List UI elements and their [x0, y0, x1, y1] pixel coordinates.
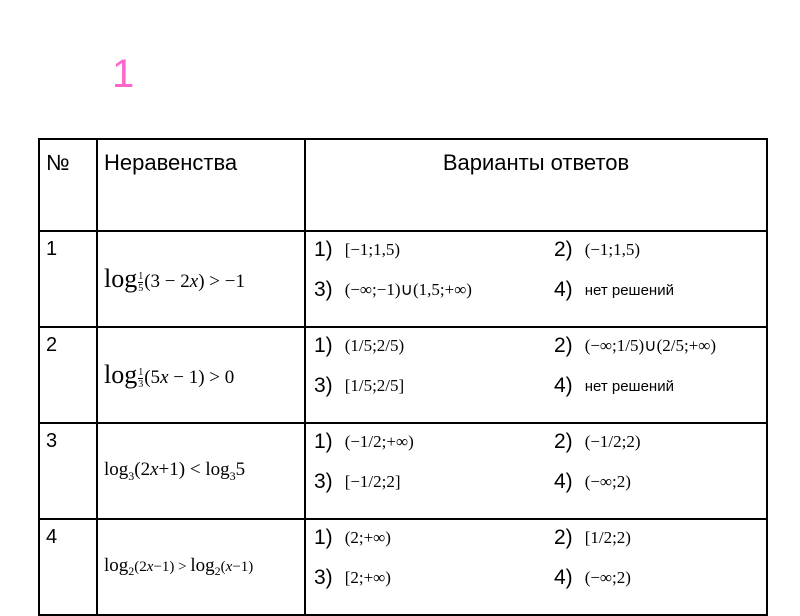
answer-option-2[interactable]: 2) (−∞;1/5)∪(2/5;+∞): [554, 334, 717, 357]
inequality-expression: log $\frac{1}{5}$ (3 − 2x) > −1: [97, 231, 305, 327]
answer-option-4[interactable]: 4) нет решений: [554, 374, 674, 397]
slide-number: 1: [112, 52, 135, 96]
header-inequalities: Неравенства: [97, 139, 305, 231]
row-number: 1: [39, 231, 97, 327]
answer-option-3[interactable]: 3) [−1/2;2]: [314, 470, 401, 493]
row-number: 2: [39, 327, 97, 423]
inequality-expression: log $\frac{1}{3}$ (5x − 1) > 0: [97, 327, 305, 423]
answer-option-2[interactable]: 2) (−1;1,5): [554, 238, 641, 261]
answer-option-2[interactable]: 2) (−1/2;2): [554, 430, 641, 453]
answer-options: [305, 327, 767, 423]
header-number: №: [39, 139, 97, 231]
answer-option-4[interactable]: 4) (−∞;2): [554, 470, 631, 493]
row-number: 3: [39, 423, 97, 519]
answer-options: [305, 231, 767, 327]
answer-option-3[interactable]: 3) [2;+∞): [314, 566, 391, 589]
inequalities-table: [38, 138, 768, 616]
inequality-expression: $\log_3(2x+1) < \log_35$: [97, 423, 305, 519]
answer-option-4[interactable]: 4) (−∞;2): [554, 566, 631, 589]
answer-option-1[interactable]: 1) (−1/2;+∞): [314, 430, 414, 453]
answer-options: [305, 519, 767, 615]
answer-option-4[interactable]: 4) нет решений: [554, 278, 674, 301]
row-number: 4: [39, 519, 97, 615]
answer-option-3[interactable]: 3) [1/5;2/5]: [314, 374, 405, 397]
table-header-row: [39, 139, 767, 231]
answer-option-3[interactable]: 3) (−∞;−1)∪(1,5;+∞): [314, 278, 472, 301]
table-row: [39, 423, 767, 519]
answer-options: [305, 423, 767, 519]
table-row: [39, 327, 767, 423]
table-row: [39, 231, 767, 327]
inequality-expression: $\log_2(2x-1) > \log_2(x-1)$: [97, 519, 305, 615]
header-answers: Варианты ответов: [305, 139, 767, 231]
table-row: [39, 519, 767, 615]
answer-option-1[interactable]: 1) (1/5;2/5): [314, 334, 405, 357]
answer-option-1[interactable]: 1) [−1;1,5): [314, 238, 401, 261]
answer-option-2[interactable]: 2) [1/2;2): [554, 526, 631, 549]
answer-option-1[interactable]: 1) (2;+∞): [314, 526, 391, 549]
